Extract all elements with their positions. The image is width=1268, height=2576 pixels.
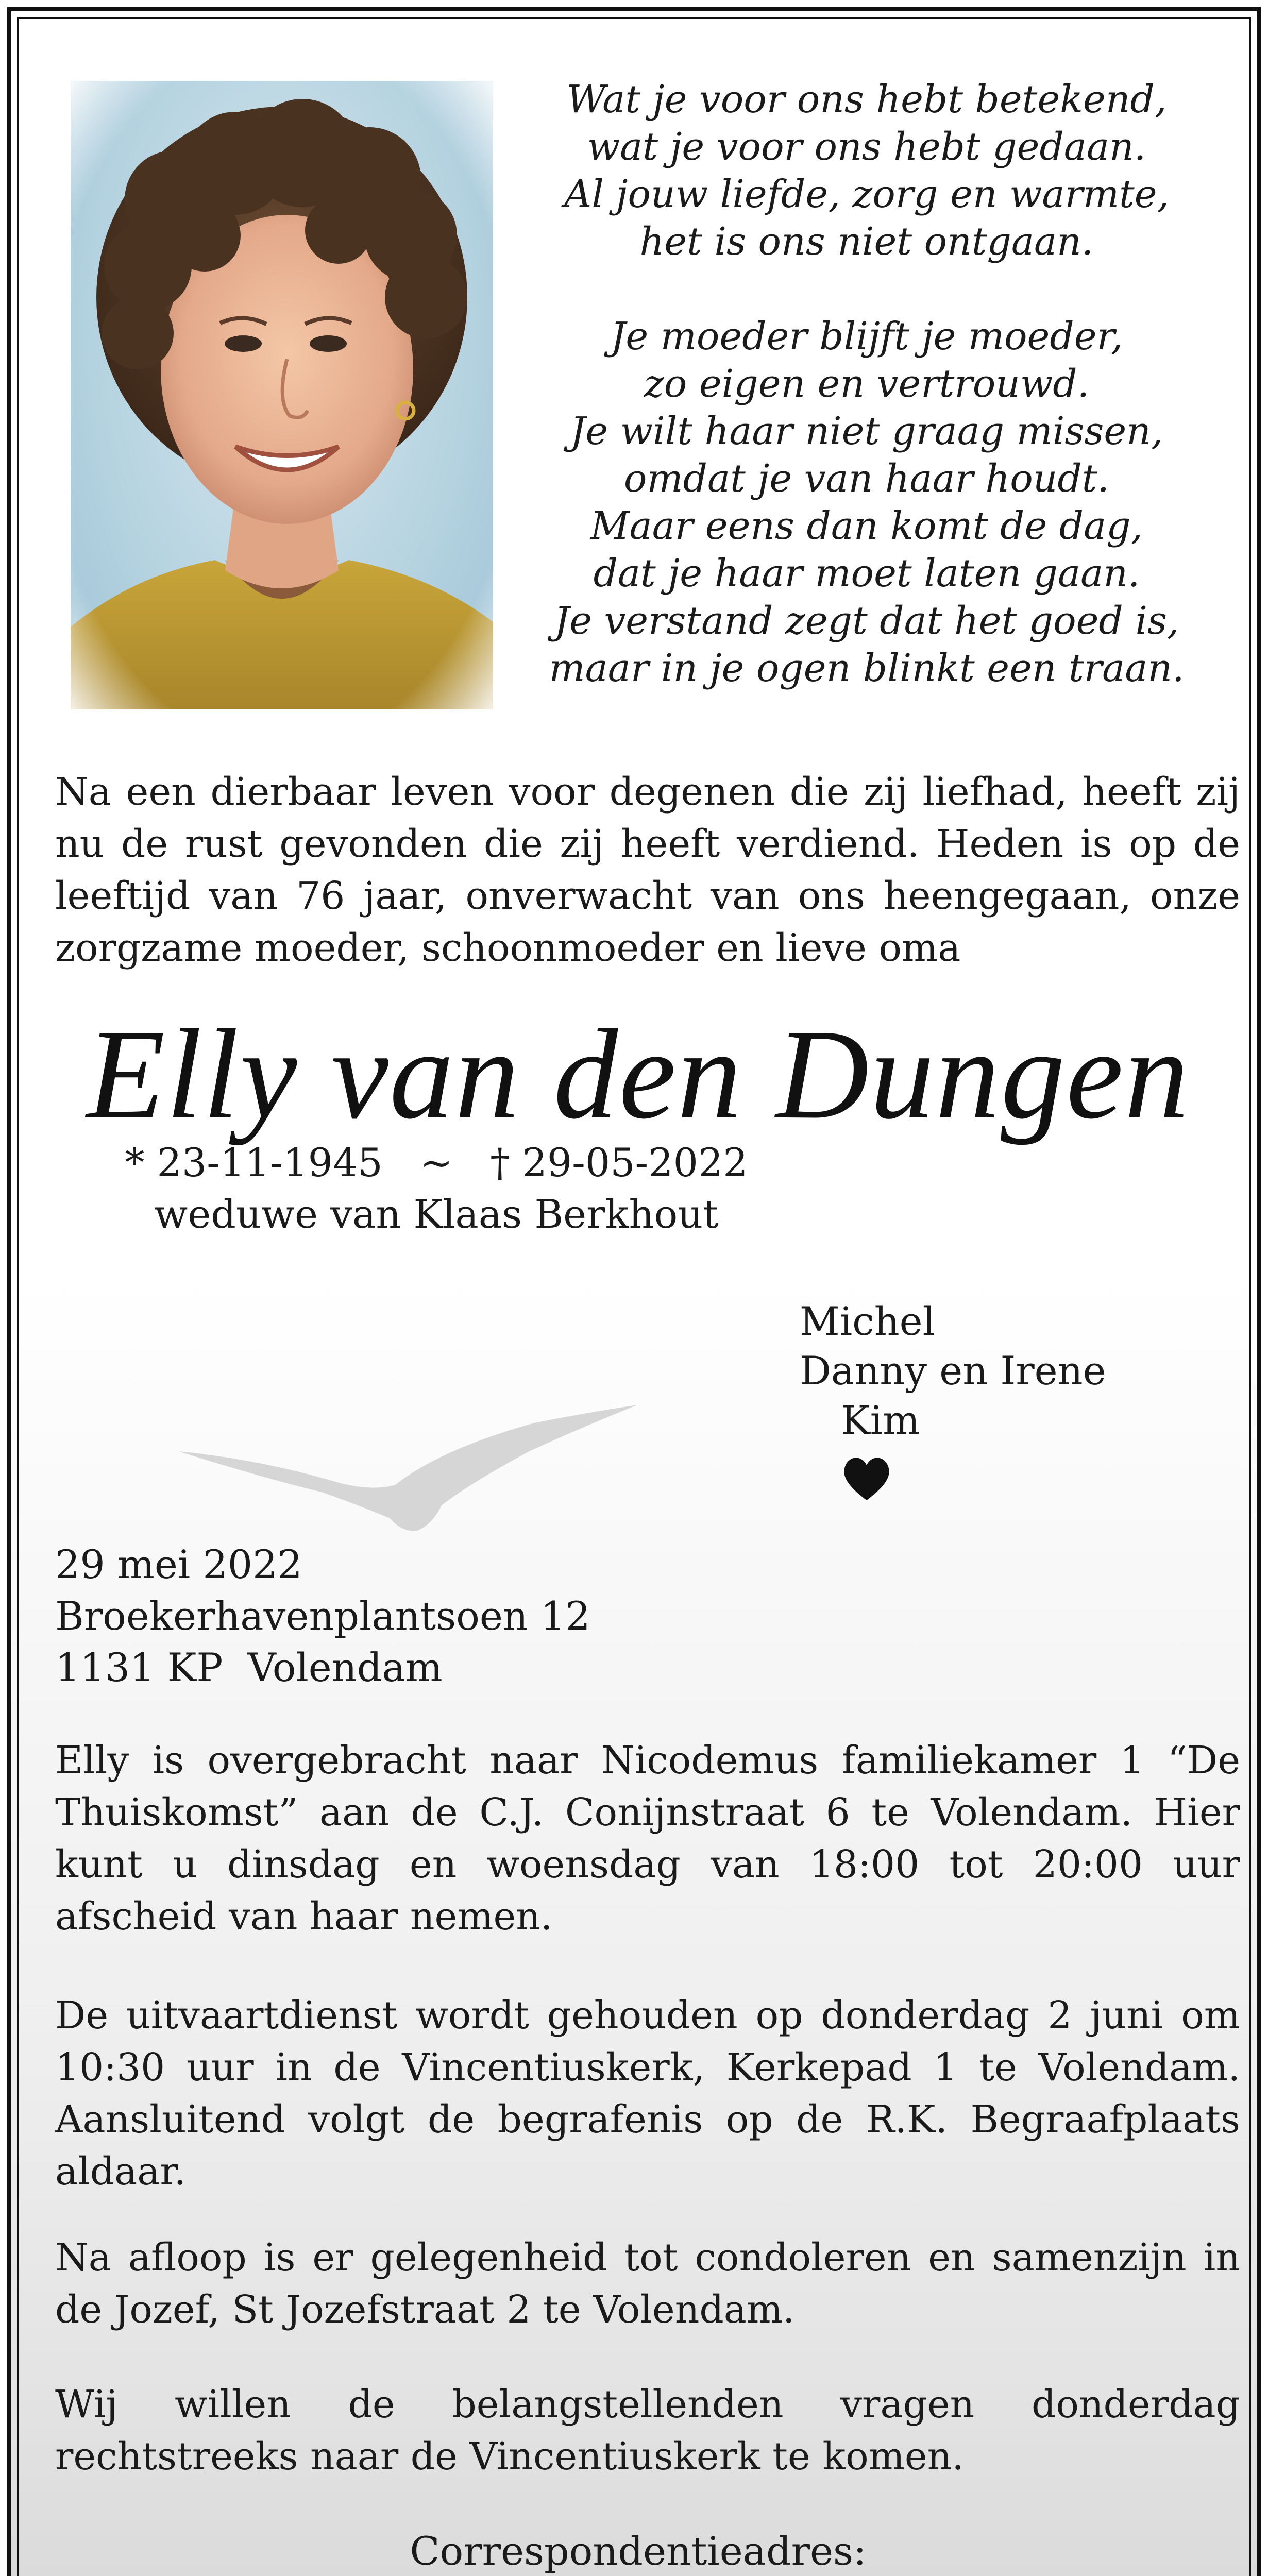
poem	[506, 76, 1227, 739]
poem-line: Je wilt haar niet graag missen,	[570, 409, 1163, 453]
life-dates: * 23-11-1945 ~ † 29-05-2022	[125, 1140, 748, 1185]
poem-line: wat je voor ons hebt gedaan.	[587, 125, 1146, 169]
heart-icon	[841, 1454, 892, 1503]
viewing-info: Elly is overgebracht naar Nicodemus familiekamer 1 “De Thuiskomst” aan de C.J. Conijnstraat 6 te Volendam. Hier kunt u dinsdag en woensdag van 18:00 tot 20:00 uur afscheid van haar nemen.	[55, 1738, 1240, 1939]
portrait-photo	[71, 81, 493, 709]
poem-line: Je verstand zegt dat het goed is,	[554, 599, 1179, 643]
poem-line: Maar eens dan komt de dag,	[590, 504, 1143, 548]
poem-line: Wat je voor ons hebt betekend,	[566, 77, 1167, 122]
family-member: Michel	[800, 1298, 935, 1344]
poem-line: Al jouw liefde, zorg en warmte,	[564, 172, 1170, 216]
correspondence	[11, 2526, 1265, 2576]
address-street: Broekerhavenplantsoen 12	[55, 1593, 590, 1639]
seagull-icon	[174, 1402, 637, 1557]
family-member: Kim	[841, 1397, 920, 1443]
condolence-info: Na afloop is er gelegenheid tot condoleren en samenzijn in de Jozef, St Jozefstraat 2 te Volendam.	[55, 2235, 1240, 2332]
poem-line: dat je haar moet laten gaan.	[593, 551, 1140, 596]
family-member: Danny en Irene	[800, 1348, 1106, 1394]
request-info: Wij willen de belangstellenden vragen donderdag rechtstreeks naar de Vincentiuskerk te komen.	[55, 2382, 1240, 2479]
intro-text: Na een dierbaar leven voor degenen die zij liefhad, heeft zij nu de rust gevonden die zij heeft verdiend. Heden is op de leeftijd van 76 jaar, onverwacht van ons heengegaan, onze zorgzame moeder, schoonmoeder en lieve oma	[55, 770, 1240, 970]
funeral-info: De uitvaartdienst wordt gehouden op donderdag 2 juni om 10:30 uur in de Vincentiuskerk, Kerkepad 1 te Volendam. Aansluitend volgt de begrafenis op de R.K. Begraafplaats aldaar.	[55, 1993, 1240, 2194]
portrait-illustration	[71, 81, 493, 709]
poem-line: Je moeder blijft je moeder,	[610, 314, 1123, 359]
poem-line: zo eigen en vertrouwd.	[644, 362, 1090, 406]
address-city: 1131 KP Volendam	[55, 1645, 443, 1690]
life-dates-block	[11, 1137, 861, 1240]
deceased-name: Elly van den Dungen	[86, 1003, 1190, 1146]
poem-stanza-2	[506, 313, 1227, 692]
home-address	[55, 1539, 590, 1693]
poem-line: maar in je ogen blinkt een traan.	[549, 646, 1185, 690]
poem-stanza-1	[506, 76, 1227, 265]
announcement-date: 29 mei 2022	[55, 1541, 302, 1587]
obituary-card	[7, 7, 1261, 2576]
correspondence-label: Correspondentieadres:	[410, 2528, 867, 2574]
family-list	[800, 1297, 1106, 1445]
poem-line: omdat je van haar houdt.	[623, 456, 1110, 501]
widow-of: weduwe van Klaas Berkhout	[154, 1191, 719, 1237]
poem-line: het is ons niet ontgaan.	[639, 219, 1094, 264]
